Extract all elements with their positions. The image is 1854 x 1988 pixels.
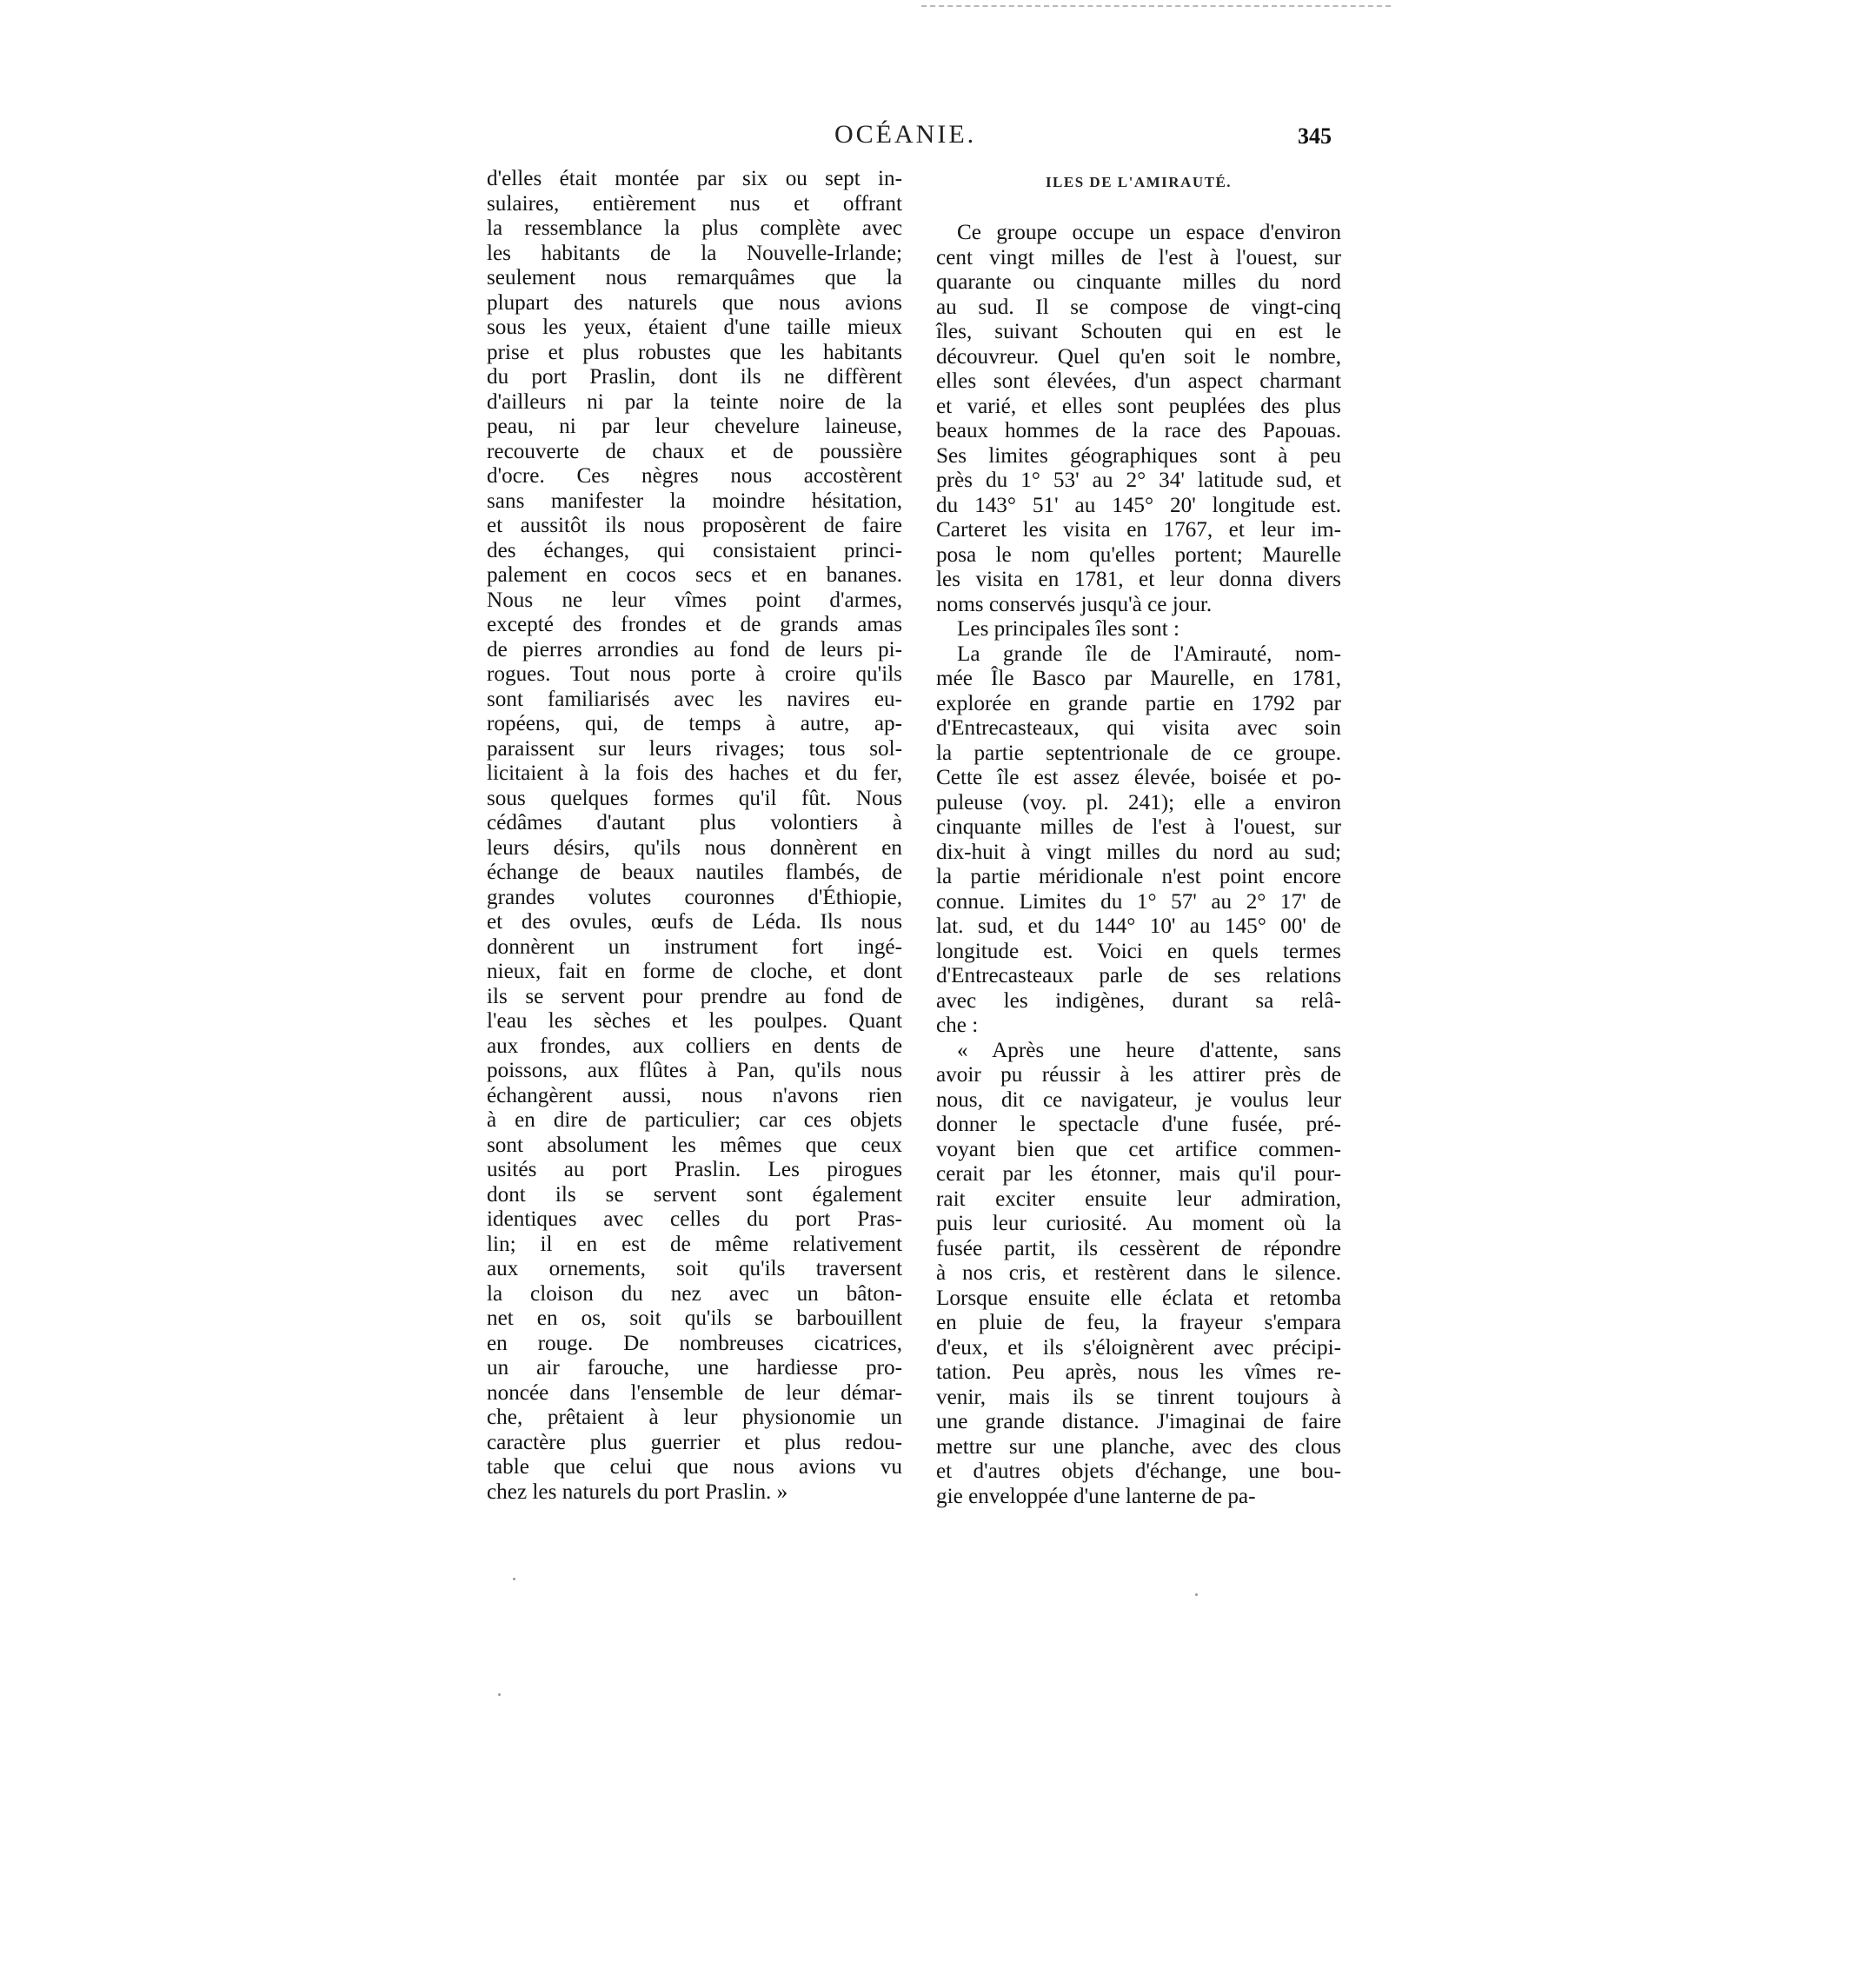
text-line: « Après une heure d'attente, sans bbox=[957, 1038, 1341, 1062]
text-line: Les principales îles sont : bbox=[957, 617, 1180, 641]
text-line: tation. Peu après, nous les vîmes re- bbox=[936, 1360, 1341, 1384]
text-line: rogues. Tout nous porte à croire qu'ils bbox=[487, 662, 902, 686]
text-line: sont familiarisés avec les navires eu- bbox=[487, 687, 902, 711]
text-line: voyant bien que cet artifice commen- bbox=[936, 1137, 1341, 1161]
text-line: ils se servent pour prendre au fond de bbox=[487, 984, 902, 1008]
text-line: sous les yeux, étaient d'une taille mieux bbox=[487, 316, 902, 339]
text-line: dont ils se servent sont également bbox=[487, 1182, 902, 1207]
text-line: ropéens, qui, de temps à autre, ap- bbox=[487, 712, 902, 735]
text-line: du port Praslin, dont ils ne diffèrent bbox=[487, 365, 902, 389]
text-line: et varié, et elles sont peuplées des plus bbox=[936, 394, 1341, 418]
text-line: la cloison du nez avec un bâton- bbox=[487, 1281, 902, 1306]
text-line: posa le nom qu'elles portent; Maurelle bbox=[936, 542, 1341, 567]
text-line: palement en cocos secs et en bananes. bbox=[487, 563, 902, 587]
section-heading: ILES DE L'AMIRAUTÉ. bbox=[1045, 174, 1233, 190]
text-line: excepté des frondes et de grands amas bbox=[487, 613, 902, 636]
text-line: nous, dit ce navigateur, je voulus leur bbox=[936, 1087, 1341, 1112]
text-line: Ses limites géographiques sont à peu bbox=[936, 443, 1341, 468]
text-line: noms conservés jusqu'à ce jour. bbox=[936, 592, 1213, 616]
text-line: quarante ou cinquante milles du nord bbox=[936, 270, 1341, 294]
text-line: les visita en 1781, et leur donna divers bbox=[936, 568, 1341, 591]
text-line: longitude est. Voici en quels termes bbox=[936, 939, 1341, 963]
text-line: caractère plus guerrier et plus redou- bbox=[487, 1430, 902, 1454]
scan-speck bbox=[1195, 1593, 1198, 1596]
text-line: la partie septentrionale de ce groupe. bbox=[936, 741, 1341, 765]
scan-speck bbox=[513, 1578, 515, 1580]
text-line: l'eau les sèches et les poulpes. Quant bbox=[487, 1009, 902, 1033]
text-line: lat. sud, et du 144° 10' au 145° 00' de bbox=[936, 914, 1341, 938]
left-column bbox=[487, 167, 902, 1505]
text-line: Nous ne leur vîmes point d'armes, bbox=[487, 588, 902, 612]
text-line: du 143° 51' au 145° 20' longitude est. bbox=[936, 493, 1341, 517]
page-number: 345 bbox=[1298, 123, 1332, 149]
text-line: et d'autres objets d'échange, une bou- bbox=[936, 1459, 1341, 1483]
text-line: table que celui que nous avions vu bbox=[487, 1455, 902, 1479]
text-line: sulaires, entièrement nus et offrant bbox=[487, 191, 902, 216]
text-line: fusée partit, ils cessèrent de répondre bbox=[936, 1236, 1341, 1260]
text-line: les habitants de la Nouvelle-Irlande; bbox=[487, 241, 902, 265]
text-line: échangèrent aussi, nous n'avons rien bbox=[487, 1083, 902, 1107]
text-line: seulement nous remarquâmes que la bbox=[487, 266, 902, 289]
text-line: peau, ni par leur chevelure laineuse, bbox=[487, 415, 902, 438]
text-line: che, prêtaient à leur physionomie un bbox=[487, 1406, 902, 1429]
text-line: cinquante milles de l'est à l'ouest, sur bbox=[936, 815, 1341, 839]
text-line: prise et plus robustes que les habitants bbox=[487, 340, 902, 364]
text-line: La grande île de l'Amirauté, nom- bbox=[957, 642, 1341, 666]
text-line: d'elles était montée par six ou sept in- bbox=[487, 167, 902, 190]
text-line: cédâmes d'autant plus volontiers à bbox=[487, 811, 902, 834]
text-line: elles sont élevées, d'un aspect charmant bbox=[936, 369, 1341, 393]
text-line: un air farouche, une hardiesse pro- bbox=[487, 1356, 902, 1380]
text-line: dix-huit à vingt milles du nord au sud; bbox=[936, 840, 1341, 864]
text-line: puleuse (voy. pl. 241); elle a environ bbox=[936, 790, 1341, 814]
text-line: donner le spectacle d'une fusée, pré- bbox=[936, 1113, 1341, 1136]
text-line: en rouge. De nombreuses cicatrices, bbox=[487, 1331, 902, 1355]
scan-speck bbox=[498, 1693, 501, 1696]
text-line: leurs désirs, qu'ils nous donnèrent en bbox=[487, 835, 902, 860]
text-line: recouverte de chaux et de poussière bbox=[487, 439, 902, 463]
text-line: identiques avec celles du port Pras- bbox=[487, 1207, 902, 1231]
text-line: chez les naturels du port Praslin. » bbox=[487, 1479, 788, 1504]
text-line: une grande distance. J'imaginai de faire bbox=[936, 1410, 1341, 1433]
text-line: découvreur. Quel qu'en soit le nombre, bbox=[936, 344, 1341, 369]
text-line: connue. Limites du 1° 57' au 2° 17' de bbox=[936, 889, 1341, 914]
text-line: de pierres arrondies au fond de leurs pi- bbox=[487, 637, 902, 662]
text-line: net en os, soit qu'ils se barbouillent bbox=[487, 1306, 902, 1330]
text-line: poissons, aux flûtes à Pan, qu'ils nous bbox=[487, 1059, 902, 1082]
text-line: d'Entrecasteaux, qui visita avec soin bbox=[936, 716, 1341, 740]
text-line: et aussitôt ils nous proposèrent de faire bbox=[487, 514, 902, 537]
text-line: licitaient à la fois des haches et du fer, bbox=[487, 761, 902, 785]
text-line: Cette île est assez élevée, boisée et po- bbox=[936, 766, 1341, 789]
text-line: usités au port Praslin. Les pirogues bbox=[487, 1158, 902, 1181]
text-line: d'ailleurs ni par la teinte noire de la bbox=[487, 389, 902, 414]
text-line: îles, suivant Schouten qui en est le bbox=[936, 320, 1341, 343]
text-line: la ressemblance la plus complète avec bbox=[487, 216, 902, 240]
text-line: nieux, fait en forme de cloche, et dont bbox=[487, 960, 902, 983]
text-line: mée Île Basco par Maurelle, en 1781, bbox=[936, 667, 1341, 690]
text-line: près du 1° 53' au 2° 34' latitude sud, et bbox=[936, 469, 1341, 492]
text-line: noncée dans l'ensemble de leur démar- bbox=[487, 1380, 902, 1405]
text-line: Carteret les visita en 1767, et leur im- bbox=[936, 518, 1341, 542]
text-line: cerait par les étonner, mais qu'il pour- bbox=[936, 1162, 1341, 1186]
text-line: paraissent sur leurs rivages; tous sol- bbox=[487, 736, 902, 761]
text-line: lin; il en est de même relativement bbox=[487, 1232, 902, 1256]
text-line: sont absolument les mêmes que ceux bbox=[487, 1133, 902, 1157]
text-line: aux ornements, soit qu'ils traversent bbox=[487, 1257, 902, 1280]
right-column bbox=[936, 170, 1341, 1509]
text-line: en pluie de feu, la frayeur s'empara bbox=[936, 1311, 1341, 1334]
text-line: d'Entrecasteaux parle de ses relations bbox=[936, 964, 1341, 987]
text-line: gie enveloppée d'une lanterne de pa- bbox=[936, 1484, 1256, 1508]
text-line: beaux hommes de la race des Papouas. bbox=[936, 419, 1341, 442]
text-line: la partie méridionale n'est point encore bbox=[936, 865, 1341, 888]
text-line: des échanges, qui consistaient princi- bbox=[487, 538, 902, 562]
text-line: rait exciter ensuite leur admiration, bbox=[936, 1187, 1341, 1211]
text-line: mettre sur une planche, avec des clous bbox=[936, 1434, 1341, 1459]
text-line: Ce groupe occupe un espace d'environ bbox=[957, 221, 1341, 244]
running-title: OCÉANIE. bbox=[834, 120, 977, 149]
text-line: d'eux, et ils s'éloignèrent avec précipi- bbox=[936, 1335, 1341, 1360]
text-line: à nos cris, et restèrent dans le silence. bbox=[936, 1261, 1341, 1285]
text-line: puis leur curiosité. Au moment où la bbox=[936, 1212, 1341, 1235]
text-line: au sud. Il se compose de vingt-cinq bbox=[936, 295, 1341, 319]
text-line: grandes volutes couronnes d'Éthiopie, bbox=[487, 885, 902, 909]
text-line: sans manifester la moindre hésitation, bbox=[487, 489, 902, 513]
text-line: explorée en grande partie en 1792 par bbox=[936, 691, 1341, 715]
text-line: plupart des naturels que nous avions bbox=[487, 290, 902, 315]
text-line: sous quelques formes qu'il fût. Nous bbox=[487, 786, 902, 810]
text-line: avoir pu réussir à les attirer près de bbox=[936, 1063, 1341, 1087]
text-line: aux frondes, aux colliers en dents de bbox=[487, 1034, 902, 1058]
text-line: et des ovules, œufs de Léda. Ils nous bbox=[487, 910, 902, 934]
text-line: cent vingt milles de l'est à l'ouest, sur bbox=[936, 245, 1341, 269]
scan-edge-rule bbox=[921, 5, 1391, 7]
text-line: avec les indigènes, durant sa relâ- bbox=[936, 988, 1341, 1013]
text-line: donnèrent un instrument fort ingé- bbox=[487, 934, 902, 959]
text-line: che : bbox=[936, 1014, 979, 1037]
right-column-text bbox=[936, 221, 1341, 1509]
text-line: d'ocre. Ces nègres nous accostèrent bbox=[487, 464, 902, 488]
text-line: Lorsque ensuite elle éclata et retomba bbox=[936, 1286, 1341, 1310]
text-line: à en dire de particulier; car ces objets bbox=[487, 1108, 902, 1132]
text-line: venir, mais ils se tinrent toujours à bbox=[936, 1385, 1341, 1409]
text-line: échange de beaux nautiles flambés, de bbox=[487, 861, 902, 884]
